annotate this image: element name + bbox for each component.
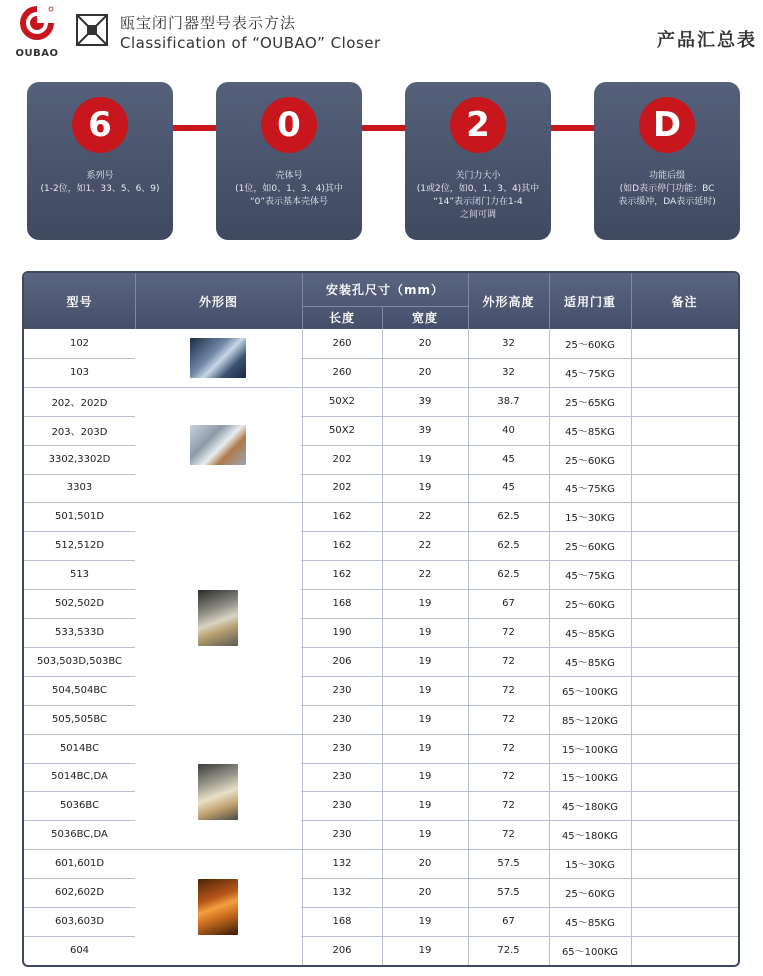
header-width: 宽度 <box>411 311 438 325</box>
cell-model: 202、202D <box>51 397 108 409</box>
cell-height: 62.5 <box>497 569 520 581</box>
cell-height: 72 <box>502 800 515 812</box>
cell-remark <box>631 531 738 560</box>
classification-icon <box>76 14 108 46</box>
cell-width: 19 <box>418 626 432 638</box>
cell-door-weight: 45～85KG <box>565 917 615 929</box>
row-divider <box>24 358 738 359</box>
cell-width: 19 <box>418 771 432 783</box>
product-summary-table <box>22 271 740 967</box>
cell-width: 19 <box>418 915 432 927</box>
cell-height: 38.7 <box>497 395 520 407</box>
cell-door-weight: 25～60KG <box>565 542 615 554</box>
row-divider <box>24 734 738 735</box>
cell-remark <box>631 387 738 416</box>
cell-remark <box>631 936 738 965</box>
cell-height: 62.5 <box>497 540 520 552</box>
row-divider <box>24 936 738 937</box>
row-divider <box>24 560 738 561</box>
table-row <box>24 387 738 416</box>
cell-height: 72 <box>502 771 515 783</box>
cell-remark <box>631 647 738 676</box>
cell-height: 57.5 <box>497 858 520 870</box>
cell-length: 168 <box>332 915 352 927</box>
table-row <box>24 705 738 734</box>
series-100-photo <box>190 338 246 378</box>
cell-length: 202 <box>332 453 352 465</box>
header-door-weight: 适用门重 <box>563 294 616 309</box>
series-5000-photo <box>198 764 238 820</box>
cell-model: 604 <box>69 944 90 956</box>
table-row <box>24 589 738 618</box>
cell-door-weight: 65～100KG <box>561 946 619 958</box>
cell-remark <box>631 791 738 820</box>
cell-height: 32 <box>502 366 515 378</box>
cell-length: 230 <box>332 800 352 812</box>
cell-remark <box>631 878 738 907</box>
cell-model: 602,602D <box>54 887 105 899</box>
cell-remark <box>631 474 738 503</box>
cell-door-weight: 45～75KG <box>565 571 615 583</box>
cell-remark <box>631 907 738 936</box>
cell-remark <box>631 416 738 445</box>
shape-photo-cell <box>135 735 301 850</box>
cell-model: 503,503D,503BC <box>37 655 122 667</box>
cell-door-weight: 65～100KG <box>561 686 619 698</box>
table-body <box>24 329 738 965</box>
row-divider <box>24 763 738 764</box>
cell-height: 40 <box>502 424 515 436</box>
cell-door-weight: 15～100KG <box>561 773 619 785</box>
cell-remark <box>631 445 738 474</box>
cell-model: 505,505BC <box>51 713 108 725</box>
cell-width: 19 <box>418 944 432 956</box>
code-box-force <box>405 82 551 240</box>
code-box-series <box>27 82 173 240</box>
cell-door-weight: 25～60KG <box>565 339 615 351</box>
cell-height: 72 <box>502 684 515 696</box>
table-row <box>24 878 738 907</box>
table-row <box>24 936 738 965</box>
code-description-series: 系列号 (1-2位，如1、33、5、6、9) <box>40 171 160 194</box>
cell-length: 260 <box>332 366 352 378</box>
cell-door-weight: 15～30KG <box>565 860 615 872</box>
cell-height: 45 <box>502 453 515 465</box>
cell-model: 102 <box>69 337 90 349</box>
cell-height: 72 <box>502 742 515 754</box>
cell-remark <box>631 358 738 387</box>
cell-door-weight: 45～75KG <box>565 368 615 380</box>
cell-door-weight: 25～65KG <box>565 397 615 409</box>
row-divider <box>24 474 738 475</box>
code-box-housing <box>216 82 362 240</box>
cell-length: 168 <box>332 598 352 610</box>
cell-door-weight: 45～85KG <box>565 657 615 669</box>
table-row <box>24 820 738 849</box>
cell-model: 513 <box>69 569 90 581</box>
cell-remark <box>631 589 738 618</box>
cell-model: 5014BC <box>59 742 100 754</box>
page-title-cn: 瓯宝闭门器型号表示方法 <box>120 14 297 32</box>
cell-length: 230 <box>332 829 352 841</box>
cell-door-weight: 85～120KG <box>561 715 619 727</box>
row-divider <box>24 531 738 532</box>
table-row <box>24 734 738 763</box>
header-remark: 备注 <box>671 294 698 309</box>
series-200-3300-photo <box>190 425 246 465</box>
cell-length: 230 <box>332 742 352 754</box>
cell-height: 72.5 <box>497 944 520 956</box>
cell-height: 57.5 <box>497 887 520 899</box>
table-row <box>24 358 738 387</box>
cell-door-weight: 45～75KG <box>565 484 615 496</box>
cell-length: 50X2 <box>329 395 355 407</box>
cell-door-weight: 45～180KG <box>561 831 619 843</box>
cell-door-weight: 25～60KG <box>565 889 615 901</box>
cell-height: 72 <box>502 713 515 725</box>
cell-door-weight: 15～100KG <box>561 744 619 756</box>
row-divider <box>24 589 738 590</box>
cell-remark <box>631 329 738 358</box>
code-description-force: 关门力大小 (1或2位，如0、1、3、4)其中 “14”表示闭门力在1-4 之间可调 <box>416 171 540 220</box>
cell-model: 103 <box>69 366 90 378</box>
cell-model: 5036BC,DA <box>51 829 108 841</box>
cell-length: 202 <box>332 482 352 494</box>
row-divider <box>24 647 738 648</box>
table-row <box>24 531 738 560</box>
table-row <box>24 502 738 531</box>
cell-model: 3303 <box>66 482 93 494</box>
cell-length: 206 <box>332 944 352 956</box>
shape-photo-cell <box>135 388 301 503</box>
row-divider <box>24 502 738 503</box>
cell-width: 39 <box>418 424 432 436</box>
cell-height: 45 <box>502 482 515 494</box>
row-divider <box>24 705 738 706</box>
row-divider <box>24 820 738 821</box>
table-row <box>24 474 738 503</box>
cell-remark <box>631 560 738 589</box>
cell-length: 230 <box>332 713 352 725</box>
cell-model: 504,504BC <box>51 684 108 696</box>
cell-model: 501,501D <box>54 511 105 523</box>
row-divider <box>24 676 738 677</box>
cell-model: 533,533D <box>54 626 105 638</box>
cell-width: 22 <box>418 540 432 552</box>
cell-remark <box>631 849 738 878</box>
cell-door-weight: 45～180KG <box>561 802 619 814</box>
cell-model: 603,603D <box>54 915 105 927</box>
table-row <box>24 849 738 878</box>
row-divider <box>24 618 738 619</box>
table-row <box>24 907 738 936</box>
cell-width: 19 <box>418 742 432 754</box>
cell-length: 132 <box>332 858 352 870</box>
cell-width: 19 <box>418 684 432 696</box>
cell-height: 67 <box>502 915 515 927</box>
cell-length: 132 <box>332 887 352 899</box>
cell-model: 512,512D <box>54 540 105 552</box>
cell-width: 20 <box>418 887 432 899</box>
cell-remark <box>631 820 738 849</box>
code-description-housing: 壳体号 (1位，如0、1、3、4)其中 “0”表示基本壳体号 <box>235 171 343 207</box>
code-circle-housing: 0 <box>261 97 317 153</box>
cell-height: 32 <box>502 337 515 349</box>
cell-length: 206 <box>332 655 352 667</box>
cell-remark <box>631 734 738 763</box>
table-row <box>24 676 738 705</box>
cell-length: 190 <box>332 626 352 638</box>
cell-width: 19 <box>418 482 432 494</box>
table-row <box>24 445 738 474</box>
cell-remark <box>631 763 738 792</box>
table-header <box>24 273 738 329</box>
cell-door-weight: 25～60KG <box>565 600 615 612</box>
cell-length: 162 <box>332 511 352 523</box>
cell-width: 19 <box>418 713 432 725</box>
cell-length: 162 <box>332 569 352 581</box>
cell-width: 39 <box>418 395 432 407</box>
cell-length: 230 <box>332 684 352 696</box>
row-divider <box>24 907 738 908</box>
code-description-suffix: 功能后缀 (如D表示停门功能：BC 表示缓冲，DA表示延时) <box>618 171 716 207</box>
oubao-logo-mark <box>18 4 56 44</box>
cell-length: 230 <box>332 771 352 783</box>
table-row <box>24 416 738 445</box>
series-600-photo <box>198 879 238 935</box>
cell-width: 19 <box>418 655 432 667</box>
header-model: 型号 <box>66 294 93 309</box>
shape-photo-cell <box>135 329 301 387</box>
series-500-photo <box>198 590 238 646</box>
cell-width: 20 <box>418 337 432 349</box>
header-hole-size: 安装孔尺寸（mm） <box>325 283 444 297</box>
cell-height: 67 <box>502 598 515 610</box>
row-divider <box>24 791 738 792</box>
cell-model: 3302,3302D <box>48 453 111 465</box>
cell-model: 5036BC <box>59 800 100 812</box>
table-row <box>24 618 738 647</box>
logo-text: OUBAO <box>15 48 59 59</box>
cell-height: 62.5 <box>497 511 520 523</box>
oubao-logo <box>6 4 68 62</box>
code-circle-series: 6 <box>72 97 128 153</box>
shape-photo-cell <box>135 503 301 733</box>
cell-remark <box>631 676 738 705</box>
row-divider <box>24 416 738 417</box>
summary-title: 产品汇总表 <box>657 30 757 51</box>
cell-width: 20 <box>418 366 432 378</box>
table-row <box>24 329 738 358</box>
table-row <box>24 763 738 792</box>
cell-height: 72 <box>502 626 515 638</box>
cell-width: 19 <box>418 829 432 841</box>
cell-model: 601,601D <box>54 858 105 870</box>
cell-width: 22 <box>418 569 432 581</box>
row-divider <box>24 878 738 879</box>
row-divider <box>24 445 738 446</box>
cell-length: 260 <box>332 337 352 349</box>
cell-length: 50X2 <box>329 424 355 436</box>
cell-width: 19 <box>418 800 432 812</box>
code-connector-line <box>95 125 680 131</box>
row-divider <box>24 387 738 388</box>
cell-model: 502,502D <box>54 598 105 610</box>
cell-width: 19 <box>418 598 432 610</box>
cell-remark <box>631 618 738 647</box>
cell-model: 203、203D <box>51 426 108 438</box>
cell-door-weight: 15～30KG <box>565 513 615 525</box>
table-row <box>24 560 738 589</box>
table-row <box>24 791 738 820</box>
cell-width: 20 <box>418 858 432 870</box>
cell-width: 22 <box>418 511 432 523</box>
cell-length: 162 <box>332 540 352 552</box>
table-row <box>24 647 738 676</box>
header-height: 外形高度 <box>482 294 535 309</box>
header-shape: 外形图 <box>198 294 238 309</box>
cell-width: 19 <box>418 453 432 465</box>
cell-model: 5014BC,DA <box>51 771 108 783</box>
row-divider <box>24 849 738 850</box>
code-circle-suffix: D <box>639 97 695 153</box>
cell-door-weight: 25～60KG <box>565 455 615 467</box>
cell-door-weight: 45～85KG <box>565 426 615 438</box>
cell-height: 72 <box>502 655 515 667</box>
code-circle-force: 2 <box>450 97 506 153</box>
page-title-en: Classification of “OUBAO” Closer <box>120 34 381 52</box>
code-box-suffix <box>594 82 740 240</box>
shape-photo-cell <box>135 850 301 965</box>
cell-height: 72 <box>502 829 515 841</box>
cell-remark <box>631 705 738 734</box>
header-length: 长度 <box>328 311 355 325</box>
cell-remark <box>631 502 738 531</box>
cell-door-weight: 45～85KG <box>565 628 615 640</box>
